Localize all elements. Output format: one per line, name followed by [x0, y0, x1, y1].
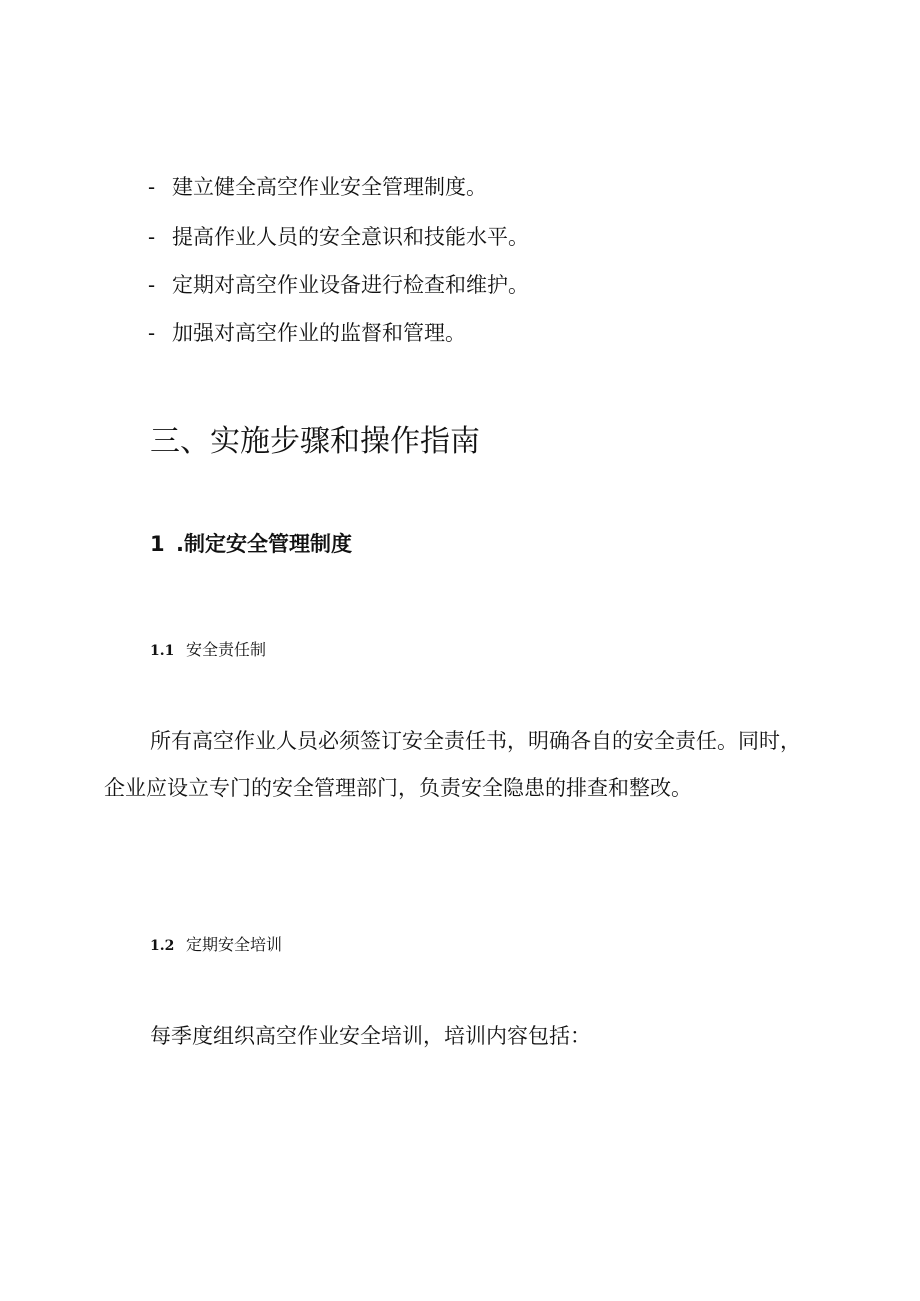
- body-paragraph: 所有高空作业人员必须签订安全责任书，明确各自的安全责任。同时，企业应设立专门的安全管理部门，负责安全隐患的排查和整改。: [104, 729, 801, 800]
- bullet-item: [148, 172, 487, 202]
- item-title: 安全责任制: [186, 640, 267, 659]
- item-heading: [150, 933, 282, 958]
- bullet-item: [148, 318, 466, 348]
- body-paragraph: 每季度组织高空作业安全培训，培训内容包括：: [150, 1024, 591, 1048]
- bullet-text: 定期对高空作业设备进行检查和维护。: [172, 273, 529, 297]
- bullet-dash: -: [148, 273, 156, 297]
- item-title: 定期安全培训: [186, 935, 283, 954]
- item-number: 1.2: [150, 938, 175, 954]
- bullet-item: [148, 270, 529, 300]
- bullet-text: 建立健全高空作业安全管理制度。: [172, 175, 487, 199]
- item-heading: [150, 638, 266, 663]
- item-number: 1.1: [150, 643, 175, 659]
- subsection-title: .制定安全管理制度: [176, 532, 352, 556]
- bullet-item: [148, 222, 529, 252]
- subsection-number: 1: [150, 532, 165, 556]
- bullet-dash: -: [148, 175, 156, 199]
- section-heading: 三、实施步骤和操作指南: [150, 424, 480, 459]
- bullet-text: 提高作业人员的安全意识和技能水平。: [172, 225, 529, 249]
- bullet-dash: -: [148, 321, 156, 345]
- subsection-heading: [150, 527, 352, 561]
- bullet-dash: -: [148, 225, 156, 249]
- bullet-text: 加强对高空作业的监督和管理。: [172, 321, 466, 345]
